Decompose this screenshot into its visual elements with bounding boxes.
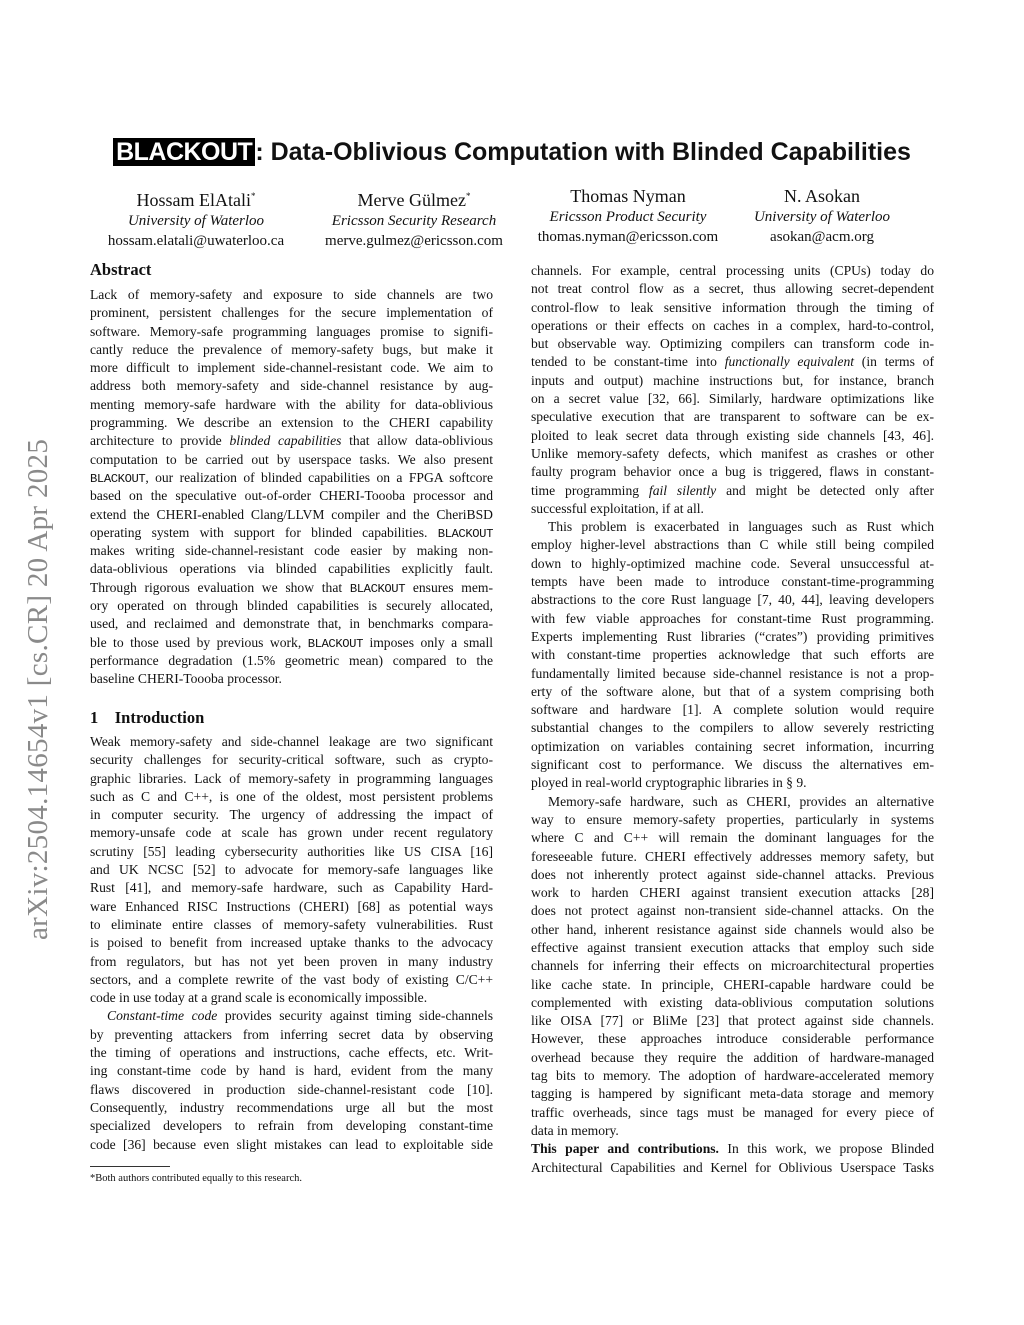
text-segment: abstractions to the core Rust language [7, 40, 44], leaving developers: [531, 592, 934, 608]
text-line: [90, 971, 493, 989]
introduction-right-column: [531, 262, 934, 1177]
text-line: [531, 1067, 934, 1085]
text-line: [90, 953, 493, 971]
text-line: [90, 1062, 493, 1080]
text-line: [531, 573, 934, 591]
text-segment: tagging is hampered by significant meta-data storage and memory: [531, 1086, 934, 1102]
text-segment: address both memory-safety and side-channel resistance by aug-: [90, 378, 493, 394]
text-segment: erty of the software alone, but that of a system comprising both: [531, 683, 934, 699]
text-segment: that allow data-oblivious: [341, 433, 493, 449]
text-segment: cantly reduce the prevalence of memory-safety bugs, but make it: [90, 341, 493, 357]
system-name: BLACKOUT: [113, 138, 255, 166]
emphasis-text: blinded capabilities: [229, 433, 342, 449]
paper-title: [0, 138, 1024, 167]
text-segment: Experts implementing Rust libraries (“crates”) providing primitives: [531, 628, 934, 644]
text-line: [90, 806, 493, 824]
text-segment: traffic overheads, since tags must be managed for every piece of: [531, 1104, 934, 1120]
text-line: [90, 824, 493, 842]
text-segment: Weak memory-safety and side-channel leakage are two significant: [90, 734, 493, 749]
text-line: [531, 555, 934, 573]
text-segment: specialized developers to refrain from developing constant-time: [90, 1118, 493, 1134]
text-line: [531, 536, 934, 554]
text-line: [90, 652, 493, 670]
text-line: [90, 843, 493, 861]
text-line: [531, 829, 934, 847]
text-segment: programming. We describe an extension to the CHERI capability: [90, 415, 493, 431]
text-line: [90, 770, 493, 788]
text-segment: Unlike memory-safety defects, which manifest as crashes or other: [531, 445, 934, 461]
text-line: [531, 372, 934, 390]
text-line: [90, 1117, 493, 1135]
text-segment: does not inherently protect against side-channel attacks. Previous: [531, 866, 934, 882]
text-line: [90, 898, 493, 916]
text-segment: scrutiny [55] leading cybersecurity authorities like US CISA [16]: [90, 843, 493, 859]
text-segment: overhead because they require the addition of hardware-managed: [531, 1049, 934, 1065]
text-line: [531, 262, 934, 280]
text-segment: sectors, and a complete rewrite of the vast body of existing C/C++: [90, 971, 493, 987]
text-segment: Rust [41], and memory-safe hardware, such as Capability Hard-: [90, 880, 493, 896]
text-line: [531, 719, 934, 737]
text-line: [90, 1136, 493, 1154]
text-line: [90, 615, 493, 633]
text-segment: such as C and C++, is one of the oldest, most persistent problems: [90, 788, 493, 804]
text-segment: ing constant-time code by hand is hard, evident from the many: [90, 1063, 493, 1079]
emphasis-text: functionally equivalent: [724, 354, 855, 370]
text-segment: Consequently, industry recommendations urge all but the most: [90, 1099, 493, 1115]
text-segment: security challenges for security-critical software, such as crypto-: [90, 752, 493, 768]
text-segment: channels. For example, central processing units (CPUs) today do: [531, 263, 934, 278]
text-segment: memory-unsafe code at scale has grown under recent regulatory: [90, 825, 493, 841]
footnote: *Both authors contributed equally to this research.: [90, 1173, 302, 1184]
text-segment: is poised to benefit from increased uptake thanks to the advocacy: [90, 935, 493, 951]
text-line: [90, 506, 493, 524]
text-line: [531, 976, 934, 994]
text-segment: However, these approaches introduce considerable performance: [531, 1031, 934, 1047]
text-line: [531, 683, 934, 701]
text-line: [531, 1085, 934, 1103]
emphasis-text: Constant-time code: [107, 1008, 218, 1024]
text-line: [90, 304, 493, 322]
text-line: [531, 1122, 934, 1140]
text-segment: code in use today at a grand scale is economically impossible.: [90, 990, 428, 1006]
text-line: [531, 1012, 934, 1030]
arxiv-identifier: arXiv:2504.14654v1 [cs.CR] 20 Apr 2025: [22, 438, 54, 940]
emphasis-text: fail silently: [648, 482, 717, 498]
text-segment: in computer security. The urgency of addressing the impact of: [90, 807, 493, 823]
system-name-text: BLACKOUT: [437, 526, 493, 541]
text-segment: data in memory.: [531, 1122, 619, 1138]
text-line: [531, 848, 934, 866]
text-line: [90, 916, 493, 934]
text-line: [90, 879, 493, 897]
text-line: [531, 793, 934, 811]
text-segment: tag bits to memory. The adoption of hardware-accelerated memory: [531, 1068, 934, 1084]
text-segment: flaws discovered in production side-channel-resistant code [10].: [90, 1081, 493, 1097]
text-line: [531, 299, 934, 317]
text-line: [531, 482, 934, 500]
text-segment: Lack of memory-safety and exposure to side channels are two: [90, 287, 493, 302]
author-name: Hossam ElAtali: [136, 190, 251, 210]
text-segment: In this work, we propose Blinded: [718, 1141, 934, 1157]
text-line: [90, 377, 493, 395]
system-name-text: BLACKOUT: [307, 636, 363, 651]
text-line: [90, 487, 493, 505]
text-segment: work to harden CHERI against transient execution attacks [28]: [531, 885, 934, 901]
text-segment: and might be detected only after: [716, 482, 934, 498]
author-2: [299, 185, 529, 252]
text-line: [90, 733, 493, 751]
text-line: [90, 788, 493, 806]
text-segment: complemented with existing data-oblivious computation solutions: [531, 994, 934, 1010]
bold-run-in-heading: This paper and contributions.: [531, 1141, 719, 1157]
text-segment: software and hardware [1]. A complete solution would require: [531, 702, 934, 718]
text-line: [531, 427, 934, 445]
text-line: [531, 939, 934, 957]
text-segment: significant cost to performance. We discuss the alternatives em-: [531, 757, 934, 773]
text-line: [90, 542, 493, 560]
text-segment: faulty program behavior once a bug is triggered, flaws in constant-: [531, 464, 934, 480]
text-line: [531, 957, 934, 975]
text-segment: graphic libraries. Lack of memory-safety in programming languages: [90, 770, 493, 786]
text-line: [531, 353, 934, 371]
text-segment: successful exploitation, if at all.: [531, 500, 704, 516]
text-segment: software. Memory-safe programming languages promise to signifi-: [90, 323, 493, 339]
text-line: [90, 579, 493, 597]
text-segment: the timing of operations and instructions, cache effects, etc. Writ-: [90, 1045, 493, 1061]
text-line: [90, 670, 493, 688]
text-line: [90, 1099, 493, 1117]
text-line: [531, 1049, 934, 1067]
text-line: [531, 408, 934, 426]
text-segment: with constant-time properties acknowledge that such efforts are: [531, 647, 934, 663]
text-segment: prominent, persistent challenges for the secure implementation of: [90, 305, 493, 321]
text-segment: way to ensure memory-safety properties, particularly in systems: [531, 811, 934, 827]
text-segment: down to highly-optimized machine code. Several unsuccessful at-: [531, 555, 934, 571]
title-text: : Data-Oblivious Computation with Blinded Capabilities: [255, 138, 911, 166]
text-segment: This problem is exacerbated in languages such as Rust which: [548, 519, 934, 535]
text-line: [531, 774, 934, 792]
introduction-left-column: [90, 733, 493, 1154]
author-4: [707, 185, 937, 248]
text-segment: imposes only a small: [363, 634, 494, 650]
text-line: [531, 390, 934, 408]
author-email: thomas.nyman@ericsson.com: [537, 229, 719, 245]
text-line: [531, 738, 934, 756]
text-segment: makes writing side-channel-resistant code easier by making non-: [90, 543, 493, 559]
text-segment: effective against transient execution attacks that employ such side: [531, 939, 934, 955]
text-line: [90, 989, 493, 1007]
text-line: [531, 665, 934, 683]
text-line: [531, 1159, 934, 1177]
text-segment: employ higher-level abstractions than C while still being compiled: [531, 537, 934, 553]
text-segment: data-oblivious operations via blinded capabilities explicitly fault.: [90, 561, 493, 577]
text-segment: not treat control flow as a secret, thus allowing secret-dependent: [531, 281, 934, 297]
text-line: [90, 341, 493, 359]
text-segment: to eliminate entire classes of memory-safety vulnerabilities. Rust: [90, 916, 493, 932]
text-segment: like OISA [77] or BliMe [23] that protect against side channels.: [531, 1013, 934, 1029]
author-mark: *: [465, 191, 471, 201]
text-segment: other hand, inherent resistance against side channels would also be: [531, 921, 934, 937]
text-line: [90, 1026, 493, 1044]
text-line: [531, 1140, 934, 1158]
text-segment: ory operated on through blinded capabilities is securely allocated,: [90, 598, 493, 614]
text-segment: with few viable approaches for constant-time Rust programming.: [531, 610, 934, 626]
author-email: hossam.elatali@uwaterloo.ca: [107, 233, 285, 249]
footnote-rule: [90, 1166, 170, 1167]
system-name-text: BLACKOUT: [349, 581, 406, 596]
text-line: [531, 646, 934, 664]
text-line: [90, 469, 493, 487]
author-email: merve.gulmez@ericsson.com: [325, 233, 503, 249]
text-segment: on a secret value [32, 66]. Similarly, hardware optimizations like: [531, 391, 934, 407]
text-line: [90, 396, 493, 414]
text-line: [531, 628, 934, 646]
text-segment: computation to be carried out by userspace tasks. We also present: [90, 451, 493, 467]
text-segment: ensures mem-: [405, 579, 493, 595]
text-line: [531, 994, 934, 1012]
text-segment: speculative execution that are transparent to software can be ex-: [531, 409, 934, 425]
text-segment: architecture to provide: [90, 433, 230, 449]
text-line: [90, 286, 493, 304]
author-name: Thomas Nyman: [570, 186, 686, 206]
text-line: [531, 866, 934, 884]
text-line: [531, 500, 934, 518]
text-line: [531, 463, 934, 481]
text-segment: fundamentally limited because side-channel resistance is not a prop-: [531, 665, 934, 681]
text-segment: used, and reclaimed and demonstrate that, in benchmarks compara-: [90, 616, 493, 632]
text-segment: baseline CHERI-Toooba processor.: [90, 671, 282, 687]
text-line: [90, 560, 493, 578]
text-line: [90, 861, 493, 879]
text-segment: does not protect against non-transient side-channel attacks. On the: [531, 903, 934, 919]
author-name: Merve Gülmez: [357, 190, 466, 210]
text-line: [90, 451, 493, 469]
text-line: [531, 317, 934, 335]
introduction-heading: 1 Introduction: [90, 708, 205, 727]
text-segment: performance degradation (1.5% geometric mean) compared to the: [90, 652, 493, 668]
text-segment: , our realization of blinded capabilities on a FPGA softcore: [145, 469, 493, 485]
text-segment: ble to those used by previous work,: [90, 634, 308, 650]
text-line: [531, 518, 934, 536]
text-line: [531, 902, 934, 920]
text-segment: code [36] because even slight mistakes can lead to exploitable side: [90, 1136, 493, 1152]
text-segment: operating system with support for blinded capabilities.: [90, 524, 438, 540]
text-line: [90, 1007, 493, 1025]
text-line: [531, 591, 934, 609]
author-mark: *: [251, 191, 256, 201]
text-segment: operations or their effects on caches in a complex, hard-to-control,: [531, 317, 934, 333]
text-segment: (in terms of: [854, 354, 934, 370]
text-segment: optimization on variables containing secret information, incurring: [531, 738, 934, 754]
text-line: [90, 634, 493, 652]
text-line: [531, 610, 934, 628]
text-line: [90, 524, 493, 542]
system-name-text: BLACKOUT: [90, 471, 146, 486]
text-segment: like cache state. In principle, CHERI-capable hardware could be: [531, 976, 934, 992]
text-line: [531, 811, 934, 829]
text-segment: from regulators, but has not yet been proven in many industry: [90, 953, 493, 969]
text-line: [531, 701, 934, 719]
author-affiliation: Ericsson Security Research: [331, 213, 497, 229]
text-segment: but observable way. Optimizing compilers can transform code in-: [531, 336, 934, 352]
abstract-body: [90, 286, 493, 689]
text-segment: time programming: [531, 482, 649, 498]
text-segment: inputs and output) machine instructions but, for instance, branch: [531, 372, 934, 388]
text-line: [90, 597, 493, 615]
text-segment: substantial changes to the compilers to allow severely restricting: [531, 720, 934, 736]
text-segment: ployed in real-world cryptographic libraries in § 9.: [531, 775, 807, 791]
text-line: [531, 335, 934, 353]
text-line: [90, 414, 493, 432]
abstract-heading: Abstract: [90, 260, 152, 279]
text-segment: by preventing attackers from inferring secret data by observing: [90, 1026, 493, 1042]
text-segment: provides security against timing side-channels: [217, 1008, 494, 1024]
text-line: [90, 432, 493, 450]
text-line: [531, 1030, 934, 1048]
text-line: [90, 1081, 493, 1099]
text-line: [531, 1104, 934, 1122]
text-line: [531, 280, 934, 298]
text-segment: menting memory-safe hardware with the ability for data-oblivious: [90, 396, 493, 412]
text-segment: extend the CHERI-enabled Clang/LLVM compiler and the CheriBSD: [90, 506, 493, 522]
text-segment: ploited to leak secret data through existing side channels [43, 46].: [531, 427, 934, 443]
author-affiliation: University of Waterloo: [127, 213, 265, 229]
text-segment: Through rigorous evaluation we show that: [90, 579, 350, 595]
author-email: asokan@acm.org: [770, 229, 874, 245]
text-segment: Memory-safe hardware, such as CHERI, provides an alternative: [548, 793, 934, 809]
author-name: N. Asokan: [784, 186, 860, 206]
text-segment: channels for inferring their effects on microarchitectural properties: [531, 958, 934, 974]
text-line: [531, 884, 934, 902]
text-line: [531, 921, 934, 939]
text-line: [90, 1044, 493, 1062]
text-line: [531, 756, 934, 774]
text-segment: ware Enhanced RISC Instructions (CHERI) [68] as potential ways: [90, 898, 493, 914]
author-affiliation: University of Waterloo: [753, 209, 891, 225]
text-line: [90, 323, 493, 341]
text-segment: tended to be constant-time into: [531, 354, 725, 370]
text-line: [90, 359, 493, 377]
text-segment: foreseeable future. CHERI effectively addresses memory safety, but: [531, 848, 934, 864]
text-segment: where C and C++ will remain the dominant languages for the: [531, 830, 934, 846]
author-1: [81, 185, 311, 252]
author-affiliation: Ericsson Product Security: [549, 209, 707, 225]
text-segment: and UK NCSC [52] to advocate for memory-safe languages like: [90, 862, 493, 878]
text-line: [531, 445, 934, 463]
text-segment: based on the speculative out-of-order CHERI-Toooba processor and: [90, 488, 493, 504]
text-segment: more difficult to implement side-channel-resistant code. We aim to: [90, 360, 493, 376]
text-segment: tempts have been made to introduce constant-time-programming: [531, 574, 934, 590]
text-line: [90, 751, 493, 769]
text-segment: Architectural Capabilities and Kernel for Oblivious Userspace Tasks: [531, 1159, 934, 1175]
text-segment: control-flow to leak sensitive information through the timing of: [531, 299, 934, 315]
text-line: [90, 934, 493, 952]
